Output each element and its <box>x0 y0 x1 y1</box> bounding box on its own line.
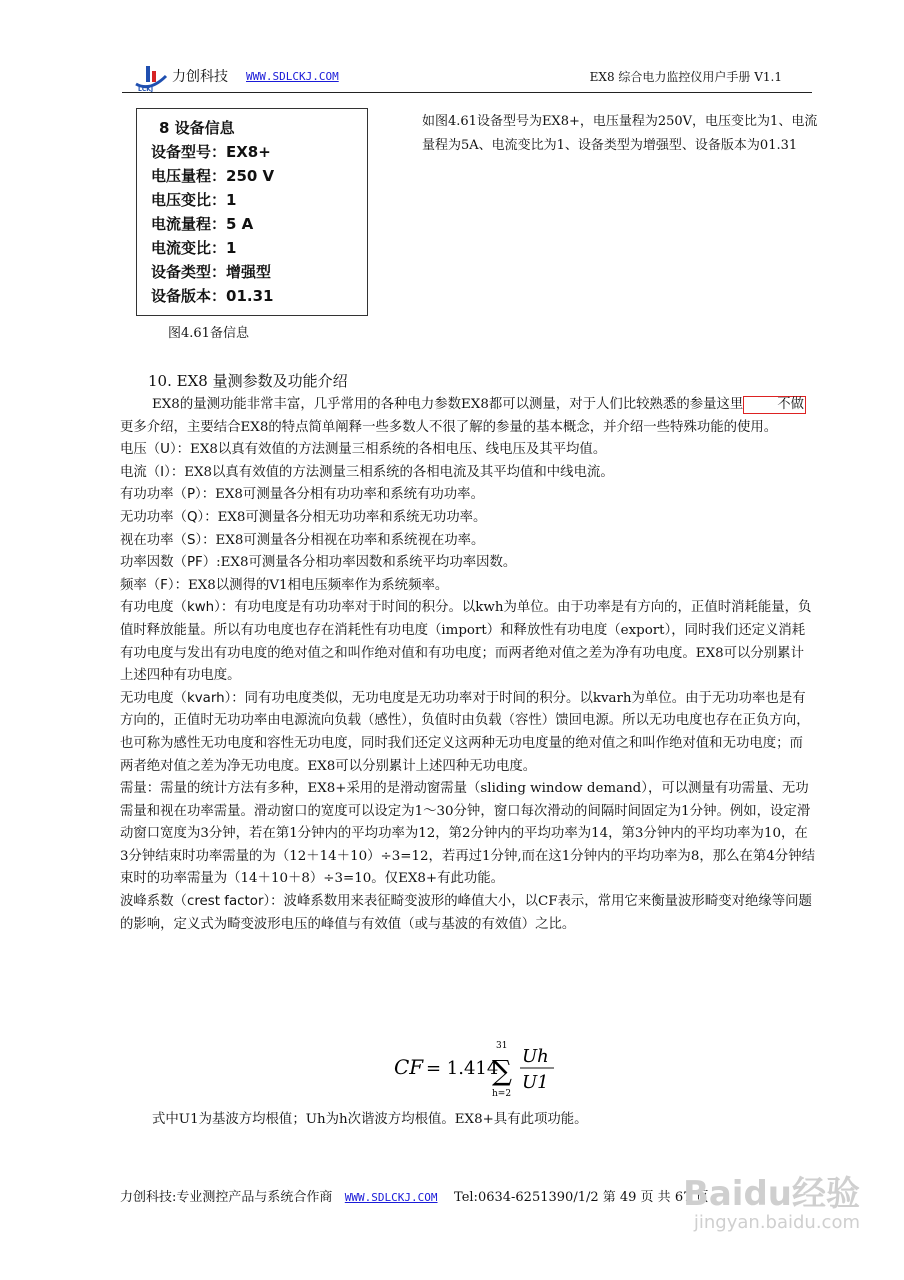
param-paragraph: 有功电度（kwh）：有功电度是有功功率对于时间的积分。以kwh为单位。由于功率是有方向的，正值时消耗能量，负值时释放能量。所以有功电度也存在消耗性有功电度（import）和释放性有功电度（export），同时我们还定义消耗有功电度与发出有功电度的绝对值之和叫作绝对值和有功电度；而两者绝对值之差为净有功电度。EX8可以分别累计上述四种有功电度。 <box>120 600 812 684</box>
svg-text:Uh: Uh <box>522 1046 549 1067</box>
highlight-box: 不做 <box>743 396 806 414</box>
figure-caption: 图4.61备信息 <box>168 326 249 341</box>
param-paragraph: 电流（I）：EX8以真有效值的方法测量三相系统的各相电流及其平均值和中线电流。 <box>120 464 614 480</box>
header-url-link[interactable]: WWW.SDLCKJ.COM <box>246 70 339 83</box>
param-term: 无功电度（kvarh） <box>120 690 232 706</box>
section-title: 10. EX8 量测参数及功能介绍 <box>148 372 348 390</box>
device-info-panel <box>136 108 368 316</box>
baidu-watermark-url: jingyan.baidu.com <box>693 1212 860 1233</box>
header-divider <box>122 92 812 93</box>
footer-url-link[interactable]: WWW.SDLCKJ.COM <box>344 1191 438 1204</box>
intro-paragraph: EX8的量测功能非常丰富，几乎常用的各种电力参数EX8都可以测量，对于人们比较熟悉的参量这里 不做更多介绍，主要结合EX8的特点简单阐释一些多数人不很了解的参量的基本概念，并介绍一些特殊功能的使用。 <box>120 397 805 435</box>
cf-formula <box>392 1036 592 1100</box>
param-term: 视在功率（S） <box>120 532 203 548</box>
header-company: 力创科技 <box>172 69 228 85</box>
formula-note: 式中U1为基波方均根值；Uh为h次谐波方均根值。EX8+具有此项功能。 <box>152 1112 588 1127</box>
param-paragraph: 无功功率（Q）：EX8可测量各分相无功功率和系统无功功率。 <box>120 509 487 525</box>
panel-line: 电压量程：250 V <box>151 167 275 185</box>
panel-line: 电流变比：1 <box>151 239 237 257</box>
param-term: 频率（F） <box>120 577 175 593</box>
svg-text:31: 31 <box>496 1041 508 1051</box>
panel-line: 电流量程：5 A <box>151 215 254 233</box>
svg-text:LCKJ: LCKJ <box>138 86 154 92</box>
param-paragraph: 功率因数（PF）:EX8可测量各分相功率因数和系统平均功率因数。 <box>120 555 517 571</box>
param-term: 功率因数（PF） <box>120 555 217 571</box>
param-paragraph: 有功功率（P）：EX8可测量各分相有功功率和系统有功功率。 <box>120 487 484 503</box>
param-paragraph: 无功电度（kvarh）：同有功电度类似，无功电度是无功功率对于时间的积分。以kvarh为单位。由于无功功率也是有方向的，正值时无功功率由电源流向负载（感性），负值时由负载（容性）馈回电源。所以无功电度也存在正负方向，也可称为感性无功电度和容性无功电度，同时我们还定义这两种无功电度量的绝对值之和叫作绝对值和无功电度；而两者绝对值之差为净无功电度。EX8可以分别累计上述四种无功电度。 <box>120 690 810 774</box>
param-term: 电流（I） <box>120 464 171 480</box>
param-term: 有功电度（kwh） <box>120 600 221 616</box>
header-title: EX8 综合电力监控仪用户手册 V1.1 <box>589 70 782 84</box>
panel-line: 电压变比：1 <box>151 191 237 209</box>
side-description: 如图4.61设备型号为EX8+，电压量程为250V，电压变比为1、电流量程为5A、电流变比为1、设备类型为增强型、设备版本为01.31 <box>422 114 818 153</box>
svg-text:U1: U1 <box>522 1072 549 1093</box>
param-term: 需量 <box>120 781 147 797</box>
param-paragraph: 视在功率（S）：EX8可测量各分相视在功率和系统视在功率。 <box>120 532 485 548</box>
panel-line: 设备型号：EX8+ <box>151 143 271 161</box>
svg-text:∑: ∑ <box>492 1054 512 1087</box>
svg-text:h=2: h=2 <box>492 1089 512 1099</box>
param-paragraph: 需量：需量的统计方法有多种，EX8+采用的是滑动窗需量（sliding window demand），可以测量有功需量、无功需量和视在功率需量。滑动窗口的宽度可以设定为1～30分钟，窗口每次滑动的间隔时间固定为1分钟。例如，设定滑动窗口宽度为3分钟，若在第1分钟内的平均功率为12，第2分钟内的平均功率为14，第3分钟内的平均功率为10，在3分钟结束时功率需量的为（12＋14＋10）÷3=12，若再过1分钟,而在这1分钟内的平均功率为8，那么在第4分钟结束时的功率需量为（14＋10＋8）÷3=10。仅EX8+有此功能。 <box>120 781 815 887</box>
param-term: 电压（U） <box>120 442 177 458</box>
param-paragraph: 波峰系数（crest factor）：波峰系数用来表征畸变波形的峰值大小，以CF表示，常用它来衡量波形畸变对绝缘等问题的影响，定义式为畸变波形电压的峰值与有效值（或与基波的有效值）之比。 <box>120 894 812 932</box>
param-paragraph: 电压（U）：EX8以真有效值的方法测量三相系统的各相电压、线电压及其平均值。 <box>120 442 607 458</box>
panel-line: 设备版本：01.31 <box>151 287 274 305</box>
body-text <box>120 394 816 936</box>
baidu-watermark: Baidu经验 <box>682 1174 860 1214</box>
svg-text:CF: CF <box>394 1055 424 1079</box>
param-paragraph: 频率（F）：EX8以测得的V1相电压频率作为系统频率。 <box>120 577 449 593</box>
param-term: 有功功率（P） <box>120 487 202 503</box>
panel-line: 设备类型：增强型 <box>151 263 272 281</box>
footer-contact: Tel:0634-6251390/1/2 第 49 页 共 67 页 <box>454 1190 709 1205</box>
panel-line: 8 设备信息 <box>159 119 235 137</box>
footer <box>120 1186 709 1205</box>
svg-text:= 1.414: = 1.414 <box>426 1058 499 1079</box>
footer-company: 力创科技:专业测控产品与系统合作商 <box>120 1190 333 1205</box>
param-term: 无功功率（Q） <box>120 509 205 525</box>
lckj-logo <box>132 62 168 92</box>
param-term: 波峰系数（crest factor） <box>120 894 271 910</box>
